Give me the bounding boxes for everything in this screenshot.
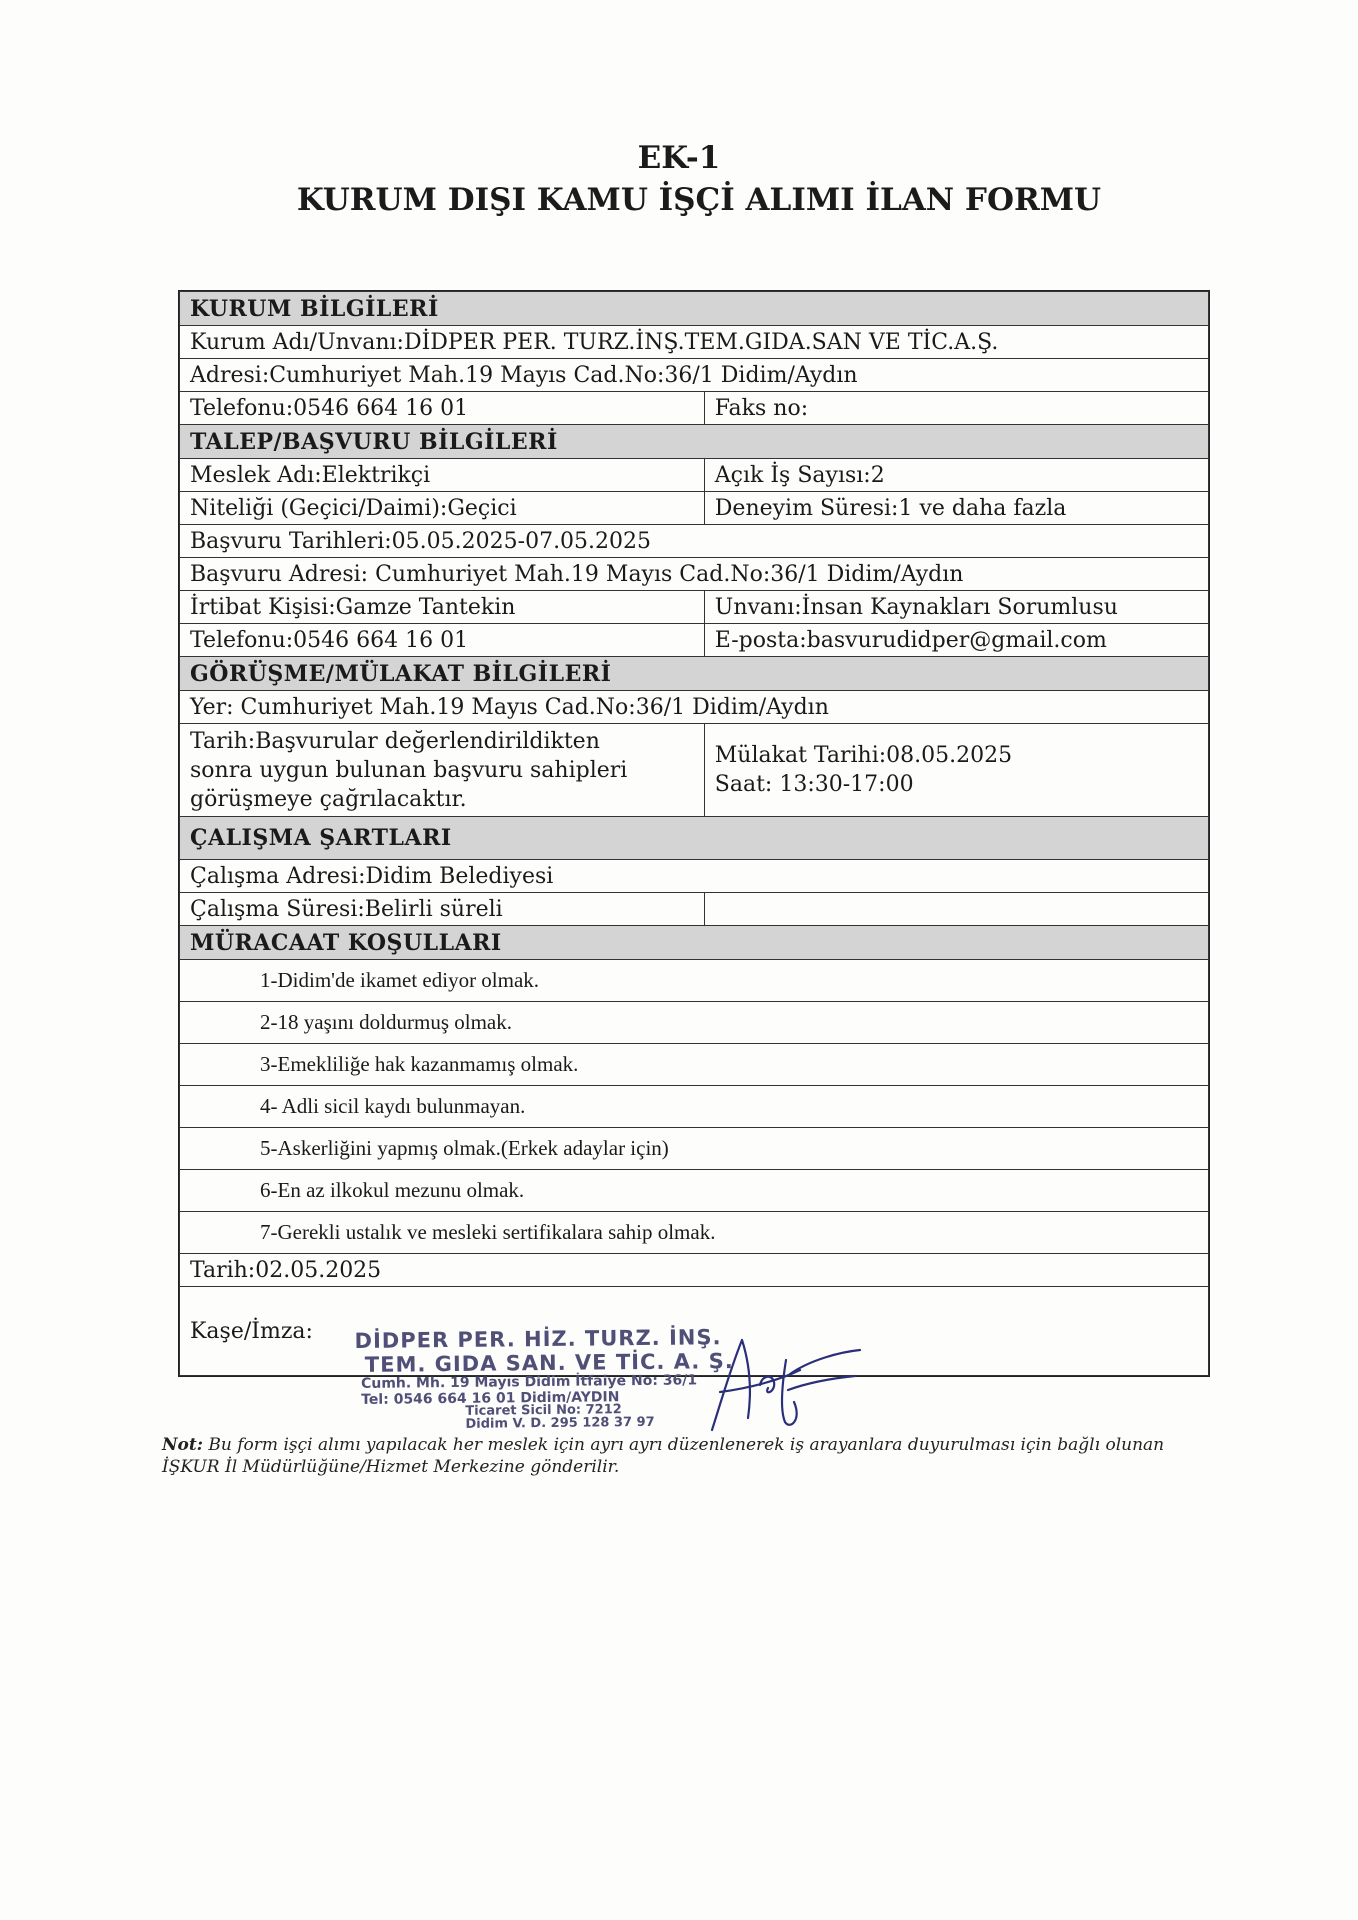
stamp-line: Ticaret Sicil No: 7212 — [465, 1402, 622, 1420]
stamp-line: Cumh. Mh. 19 Mayıs Didim İtfaiye No: 36/1 — [360, 1372, 698, 1392]
interview-date-note — [180, 724, 705, 817]
stamp-line: Tel: 0546 664 16 01 Didim/AYDIN — [361, 1388, 620, 1408]
form-code: EK-1 — [637, 140, 721, 176]
job-nature: Niteliği (Geçici/Daimi):Geçici — [180, 492, 705, 525]
stamp-line: TEM. GIDA SAN. VE TİC. A. Ş. — [364, 1348, 734, 1377]
application-address: Başvuru Adresi: Cumhuriyet Mah.19 Mayıs Cad.No:36/1 Didim/Aydın — [180, 558, 1209, 591]
form-date: Tarih:02.05.2025 — [180, 1254, 1209, 1287]
company-stamp — [354, 1326, 735, 1433]
work-duration-empty — [704, 893, 1208, 926]
section-gorusme-header: GÖRÜŞME/MÜLAKAT BİLGİLERİ — [180, 657, 1209, 691]
interview-time: Saat: 13:30-17:00 — [714, 772, 914, 797]
section-kurum-header: KURUM BİLGİLERİ — [180, 292, 1209, 326]
signature — [690, 1330, 870, 1440]
footnote — [162, 1434, 1222, 1478]
note-prefix: Not: — [162, 1435, 204, 1455]
application-dates: Başvuru Tarihleri:05.05.2025-07.05.2025 — [180, 525, 1209, 558]
job-posting-form — [178, 290, 1210, 1377]
condition-item: 4- Adli sicil kaydı bulunmayan. — [180, 1086, 1209, 1128]
condition-item: 3-Emekliliğe hak kazanmamış olmak. — [180, 1044, 1209, 1086]
institution-address: Adresi:Cumhuriyet Mah.19 Mayıs Cad.No:36/1 Didim/Aydın — [180, 359, 1209, 392]
stamp-line: DİDPER PER. HİZ. TURZ. İNŞ. — [354, 1325, 722, 1353]
interview-note-line: görüşmeye çağrılacaktır. — [190, 786, 467, 812]
condition-item: 6-En az ilkokul mezunu olmak. — [180, 1170, 1209, 1212]
interview-date: Mülakat Tarihi:08.05.2025 — [714, 743, 1013, 768]
section-talep-header: TALEP/BAŞVURU BİLGİLERİ — [180, 425, 1209, 459]
institution-phone: Telefonu:0546 664 16 01 — [180, 392, 705, 425]
interview-place: Yer: Cumhuriyet Mah.19 Mayıs Cad.No:36/1 Didim/Aydın — [180, 691, 1209, 724]
contact-title: Unvanı:İnsan Kaynakları Sorumlusu — [704, 591, 1208, 624]
page-title: KURUM DIŞI KAMU İŞÇİ ALIMI İLAN FORMU — [296, 182, 1102, 218]
condition-item: 1-Didim'de ikamet ediyor olmak. — [180, 960, 1209, 1002]
work-duration: Çalışma Süresi:Belirli süreli — [180, 893, 705, 926]
work-address: Çalışma Adresi:Didim Belediyesi — [180, 860, 1209, 893]
section-muracaat-header: MÜRACAAT KOŞULLARI — [180, 926, 1209, 960]
interview-schedule — [704, 724, 1208, 817]
condition-item: 5-Askerliğini yapmış olmak.(Erkek adaylar için) — [180, 1128, 1209, 1170]
institution-fax: Faks no: — [704, 392, 1208, 425]
interview-note-line: sonra uygun bulunan başvuru sahipleri — [190, 757, 628, 783]
contact-email: E-posta:basvurudidper@gmail.com — [704, 624, 1208, 657]
open-positions: Açık İş Sayısı:2 — [704, 459, 1208, 492]
profession: Meslek Adı:Elektrikçi — [180, 459, 705, 492]
section-calisma-header: ÇALIŞMA ŞARTLARI — [180, 817, 1209, 860]
contact-person: İrtibat Kişisi:Gamze Tantekin — [180, 591, 705, 624]
stamp-line: Didim V. D. 295 128 37 97 — [465, 1414, 655, 1432]
contact-phone: Telefonu:0546 664 16 01 — [180, 624, 705, 657]
interview-note-line: Tarih:Başvurular değerlendirildikten — [190, 728, 600, 754]
note-text: Bu form işçi alımı yapılacak her meslek için ayrı ayrı düzenlenerek iş arayanlara duyurulması için bağlı olunan İŞKUR İl Müdürlüğüne/Hizmet Merkezine gönderilir. — [162, 1435, 1165, 1477]
institution-name: Kurum Adı/Unvanı:DİDPER PER. TURZ.İNŞ.TEM.GIDA.SAN VE TİC.A.Ş. — [180, 326, 1209, 359]
condition-item: 7-Gerekli ustalık ve mesleki sertifikalara sahip olmak. — [180, 1212, 1209, 1254]
condition-item: 2-18 yaşını doldurmuş olmak. — [180, 1002, 1209, 1044]
experience: Deneyim Süresi:1 ve daha fazla — [704, 492, 1208, 525]
stamp-label: Kaşe/İmza: — [190, 1318, 313, 1344]
